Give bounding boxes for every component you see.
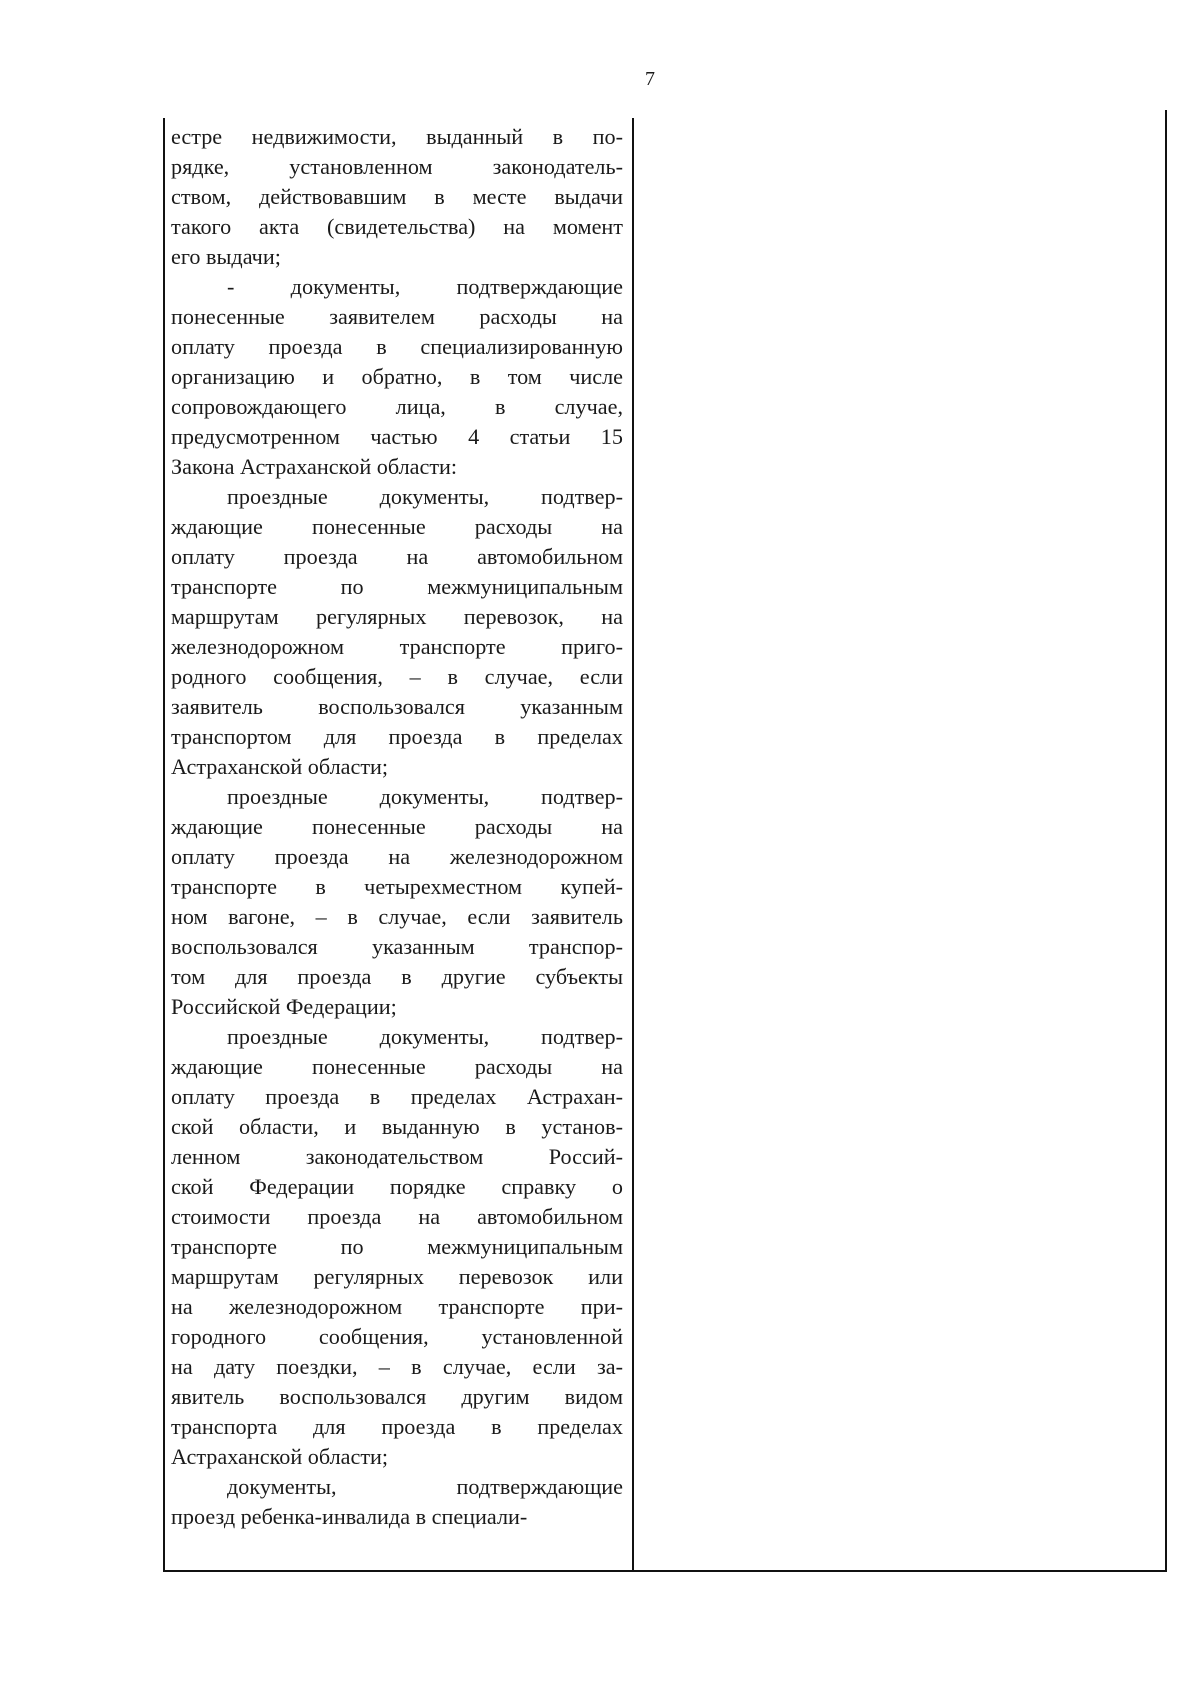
text-line: ской Федерации порядке справку о — [171, 1174, 623, 1199]
text-line: понесенные заявителем расходы на — [171, 304, 623, 329]
text-line: - документы, подтверждающие — [227, 274, 623, 299]
paragraph — [171, 1472, 623, 1532]
text-line: документы, подтверждающие — [227, 1474, 623, 1499]
text-line: городного сообщения, установленной — [171, 1324, 623, 1349]
text-line: проездные документы, подтвер- — [227, 784, 623, 809]
text-line: маршрутам регулярных перевозок или — [171, 1264, 623, 1289]
text-line: воспользовался указанным транспор- — [171, 934, 623, 959]
text-line: ждающие понесенные расходы на — [171, 1054, 623, 1079]
text-line: рядке, установленном законодатель- — [171, 154, 623, 179]
text-line: Российской Федерации; — [171, 994, 397, 1019]
paragraph — [171, 272, 623, 482]
text-line: естре недвижимости, выданный в по- — [171, 124, 623, 149]
text-line: проездные документы, подтвер- — [227, 484, 623, 509]
text-line: оплату проезда в специализированную — [171, 334, 623, 359]
text-line: Закона Астраханской области: — [171, 454, 458, 479]
text-line: транспорта для проезда в пределах — [171, 1414, 623, 1439]
text-line: его выдачи; — [171, 244, 281, 269]
page-number: 7 — [645, 68, 655, 90]
text-line: оплату проезда на железнодорожном — [171, 844, 623, 869]
paragraph — [171, 482, 623, 782]
text-line: ждающие понесенные расходы на — [171, 814, 623, 839]
text-line: стоимости проезда на автомобильном — [171, 1204, 623, 1229]
text-line: на железнодорожном транспорте при- — [171, 1294, 623, 1319]
text-line: сопровождающего лица, в случае, — [171, 394, 623, 419]
text-line: ждающие понесенные расходы на — [171, 514, 623, 539]
text-line: транспортом для проезда в пределах — [171, 724, 623, 749]
text-line: проездные документы, подтвер- — [227, 1024, 623, 1049]
text-line: такого акта (свидетельства) на момент — [171, 214, 623, 239]
table-left-border — [163, 118, 165, 1572]
text-line: на дату поездки, – в случае, если за- — [171, 1354, 623, 1379]
text-line: явитель воспользовался другим видом — [171, 1384, 623, 1409]
text-line: Астраханской области; — [171, 754, 389, 779]
document-text-column — [171, 122, 623, 1532]
text-line: транспорте по межмуниципальным — [171, 574, 623, 599]
text-line: ном вагоне, – в случае, если заявитель — [171, 904, 623, 929]
paragraph — [171, 122, 623, 272]
text-line: ством, действовавшим в месте выдачи — [171, 184, 623, 209]
text-line: оплату проезда в пределах Астрахан- — [171, 1084, 623, 1109]
text-line: маршрутам регулярных перевозок, на — [171, 604, 623, 629]
text-line: родного сообщения, – в случае, если — [171, 664, 623, 689]
table-bottom-border — [163, 1570, 1167, 1572]
paragraph — [171, 1022, 623, 1472]
text-line: транспорте в четырехместном купей- — [171, 874, 623, 899]
text-line: Астраханской области; — [171, 1444, 389, 1469]
text-line: ской области, и выданную в установ- — [171, 1114, 623, 1139]
text-line: организацию и обратно, в том числе — [171, 364, 623, 389]
text-line: предусмотренном частью 4 статьи 15 — [171, 424, 623, 449]
text-line: железнодорожном транспорте приго- — [171, 634, 623, 659]
paragraph — [171, 782, 623, 1022]
text-line: том для проезда в другие субъекты — [171, 964, 623, 989]
text-line: транспорте по межмуниципальным — [171, 1234, 623, 1259]
table-middle-border — [632, 118, 634, 1572]
text-line: оплату проезда на автомобильном — [171, 544, 623, 569]
text-line: заявитель воспользовался указанным — [171, 694, 623, 719]
text-line: ленном законодательством Россий- — [171, 1144, 623, 1169]
table-right-border — [1165, 110, 1167, 1570]
text-line: проезд ребенка-инвалида в специали- — [171, 1504, 528, 1529]
